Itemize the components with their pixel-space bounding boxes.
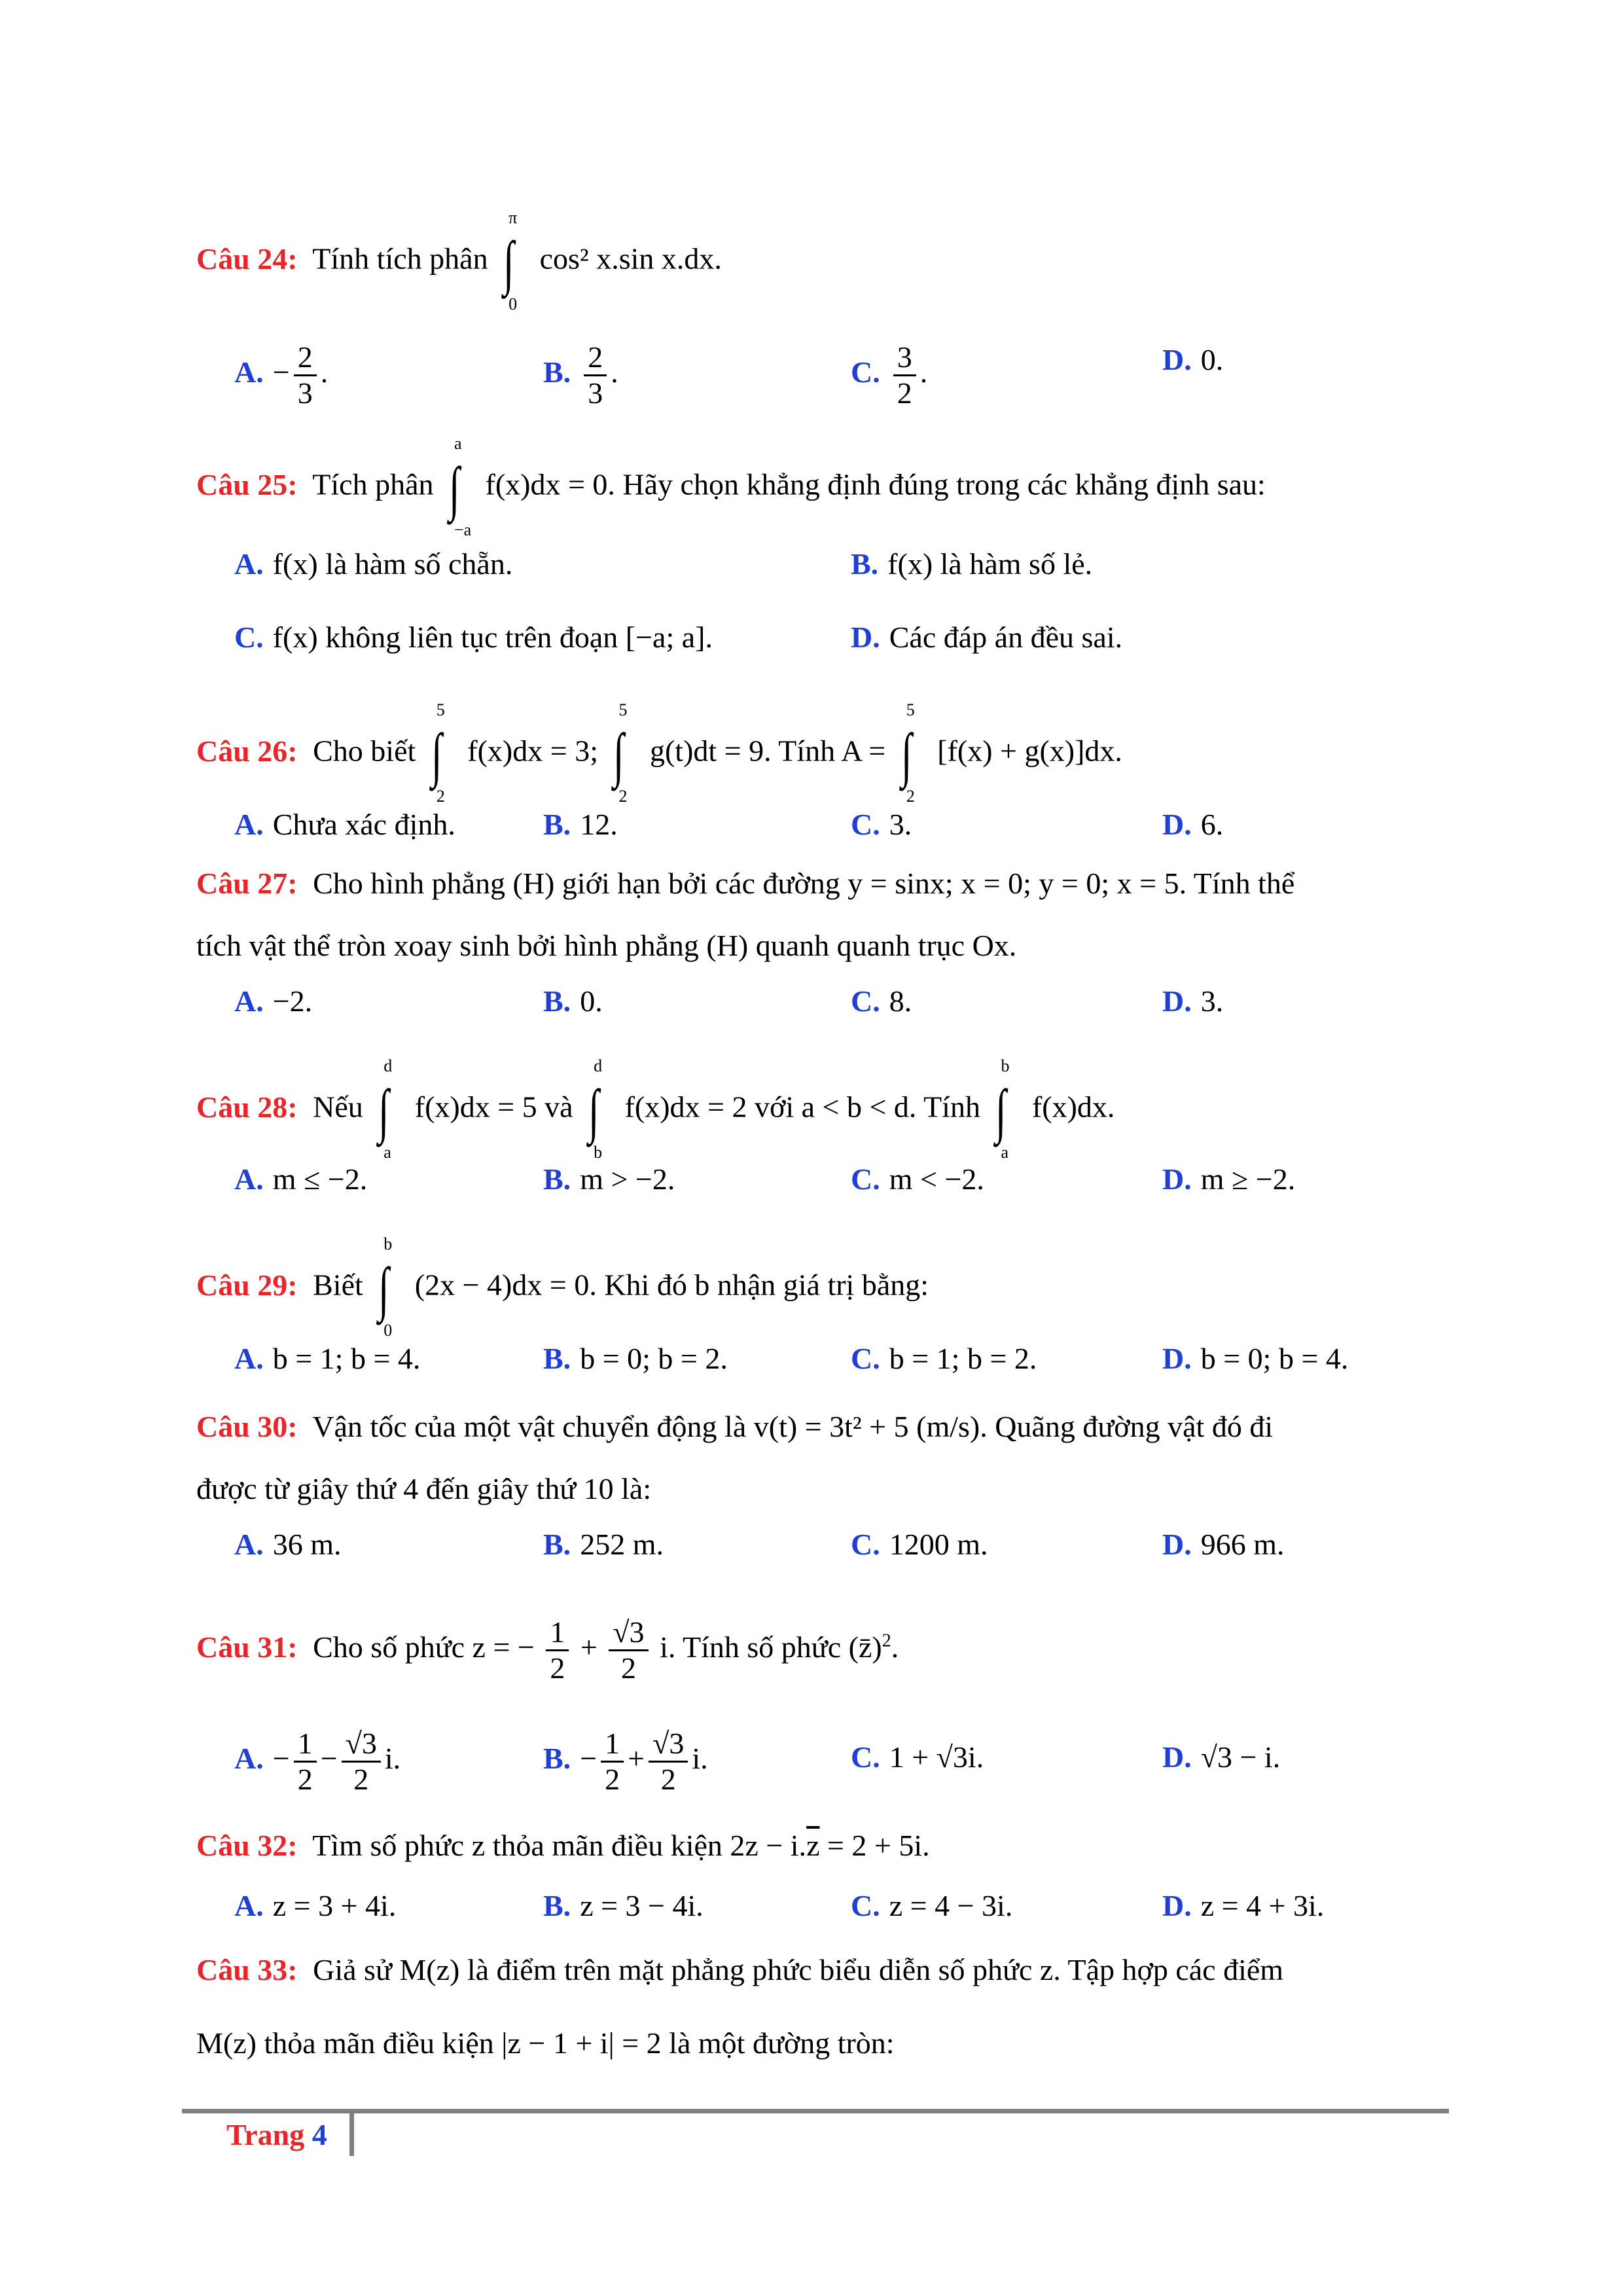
integral-sign: 5 ∫ 2 — [901, 700, 915, 806]
option-c[interactable]: C. f(x) không liên tục trên đoạn [−a; a]. — [234, 620, 713, 654]
question-text: Cho biết — [313, 734, 416, 768]
page-word: Trang — [226, 2118, 305, 2151]
footer-rule — [182, 2109, 1449, 2113]
question-text: Cho hình phẳng (H) giới hạn bởi các đường y = sinx; x = 0; y = 0; x = 5. Tính thể — [313, 867, 1295, 900]
expression-2: g(t)dt = 9. — [649, 734, 772, 768]
question-27 — [196, 864, 1440, 903]
option-d[interactable]: D. 3. — [1162, 984, 1224, 1018]
option-d[interactable]: D. b = 0; b = 4. — [1162, 1342, 1349, 1375]
option-b[interactable]: B. $\frac{2}{3}$ . — [543, 340, 618, 410]
option-d[interactable]: D. Các đáp án đều sai. — [851, 620, 1123, 654]
option-a[interactable]: A. f(x) là hàm số chẵn. — [234, 547, 513, 581]
integral-sign: 5 ∫ 2 — [613, 700, 628, 806]
option-c[interactable]: C. 1200 m. — [851, 1528, 988, 1561]
question-expression: cos² x.sin x.dx. — [539, 242, 722, 276]
question-text: Tính tích phân — [312, 242, 488, 276]
expression-3: f(x)dx. — [1031, 1090, 1115, 1124]
question-expression: (2x − 4)dx = 0. — [414, 1268, 597, 1302]
question-text: Giả sử M(z) là điểm trên mặt phẳng phức biểu diễn số phức z. Tập hợp các điểm — [313, 1953, 1284, 1986]
plus-sign: + — [580, 1630, 597, 1664]
option-a[interactable]: A. − $\frac{2}{3}$ . — [234, 340, 329, 410]
question-label: Câu 31: — [196, 1630, 298, 1664]
option-b[interactable]: B. 252 m. — [543, 1528, 664, 1561]
option-c[interactable]: C. m < −2. — [851, 1162, 984, 1196]
option-d[interactable]: D. 966 m. — [1162, 1528, 1285, 1561]
question-label: Câu 25: — [196, 467, 298, 501]
option-d[interactable]: D. 0. — [1162, 343, 1224, 376]
question-33-line-2 — [196, 2024, 1440, 2063]
integral-sign: b ∫ a — [995, 1056, 1010, 1162]
integral-sign: d ∫ a — [378, 1056, 393, 1162]
option-a[interactable]: A. 36 m. — [234, 1528, 342, 1561]
option-a[interactable]: A. m ≤ −2. — [234, 1162, 368, 1196]
question-label: Câu 30: — [196, 1410, 298, 1443]
option-b[interactable]: B. b = 0; b = 2. — [543, 1342, 728, 1375]
question-tail: Hãy chọn khẳng định đúng trong các khẳng định sau: — [622, 467, 1266, 501]
footer-divider — [349, 2109, 354, 2156]
question-32 — [196, 1826, 1440, 1865]
question-33 — [196, 1950, 1440, 1990]
option-c[interactable]: C. 1 + √3i. — [851, 1740, 984, 1774]
expression-1: f(x)dx = 5 và — [414, 1090, 573, 1124]
expression-2: f(x)dx = 2 với a < b < d. Tính — [624, 1090, 980, 1124]
question-25 — [196, 434, 1440, 539]
option-a[interactable]: A. Chưa xác định. — [234, 808, 455, 841]
question-30 — [196, 1407, 1440, 1446]
option-c[interactable]: C. z = 4 − 3i. — [851, 1889, 1013, 1922]
option-d[interactable]: D. 6. — [1162, 808, 1224, 841]
integral-sign: a ∫ −a — [449, 434, 472, 539]
question-text: Nếu — [313, 1090, 363, 1124]
fraction: $\frac{1}{2}$ — [546, 1615, 569, 1685]
question-text: M(z) thỏa mãn điều kiện |z − 1 + i| = 2 là một đường tròn: — [196, 2026, 895, 2060]
question-label: Câu 26: — [196, 734, 298, 768]
page-footer — [226, 2115, 327, 2155]
option-c[interactable]: C. b = 1; b = 2. — [851, 1342, 1037, 1375]
question-26 — [196, 700, 1440, 806]
question-label: Câu 28: — [196, 1090, 298, 1124]
question-label: Câu 24: — [196, 242, 298, 276]
question-expression: f(x)dx = 0. — [485, 467, 615, 501]
option-c[interactable]: C. 3. — [851, 808, 912, 841]
expression-1: f(x)dx = 3; — [467, 734, 598, 768]
page-number: 4 — [312, 2118, 327, 2151]
option-b[interactable]: B. m > −2. — [543, 1162, 675, 1196]
question-30-line-2 — [196, 1469, 1440, 1509]
question-29 — [196, 1234, 1440, 1340]
option-b[interactable]: B. f(x) là hàm số lẻ. — [851, 547, 1093, 581]
integral-sign: π ∫ 0 — [503, 208, 518, 314]
option-a[interactable]: A. b = 1; b = 4. — [234, 1342, 421, 1375]
exponent: 2 — [882, 1630, 891, 1651]
question-tail: = 2 + 5i. — [819, 1829, 930, 1862]
expression-3: [f(x) + g(x)]dx. — [937, 734, 1122, 768]
integral-sign: 5 ∫ 2 — [431, 700, 445, 806]
question-28 — [196, 1056, 1440, 1162]
question-tail: Khi đó b nhận giá trị bằng: — [604, 1268, 929, 1302]
option-b[interactable]: B. 12. — [543, 808, 618, 841]
question-mid: Tính A = — [778, 734, 886, 768]
question-label: Câu 27: — [196, 867, 298, 900]
question-text: được từ giây thứ 4 đến giây thứ 10 là: — [196, 1472, 652, 1505]
period: . — [891, 1630, 899, 1664]
conjugate-z: (z̄) — [848, 1630, 882, 1664]
option-d[interactable]: D. z = 4 + 3i. — [1162, 1889, 1325, 1922]
option-a[interactable]: A. −2. — [234, 984, 313, 1018]
option-b[interactable]: B. 0. — [543, 984, 603, 1018]
question-text: Biết — [313, 1268, 363, 1302]
question-text: Tích phân — [312, 467, 434, 501]
question-text: Vận tốc của một vật chuyển động là v(t) = 3t² + 5 (m/s). Quãng đường vật đó đi — [312, 1410, 1274, 1443]
option-c[interactable]: C. $\frac{3}{2}$ . — [851, 340, 928, 410]
option-b[interactable]: B. z = 3 − 4i. — [543, 1889, 704, 1922]
question-text: Tìm số phức z thỏa mãn điều kiện 2z − i. — [312, 1829, 807, 1862]
conjugate-z: $\overline{z}$ — [806, 1829, 820, 1862]
question-tail: i. Tính số phức — [660, 1630, 842, 1664]
question-text: Cho số phức z = − — [313, 1630, 535, 1664]
fraction: $\frac{√3}{2}$ — [609, 1615, 648, 1685]
question-text: tích vật thể tròn xoay sinh bởi hình phẳng (H) quanh quanh trục Ox. — [196, 929, 1017, 962]
option-d[interactable]: D. √3 − i. — [1162, 1740, 1281, 1774]
option-b[interactable]: B. − $\frac{1}{2}$ + $\frac{√3}{2}$ i. — [543, 1727, 708, 1796]
question-label: Câu 29: — [196, 1268, 298, 1302]
option-a[interactable]: A. z = 3 + 4i. — [234, 1889, 397, 1922]
question-31 — [196, 1615, 1440, 1685]
option-a[interactable]: A. − $\frac{1}{2}$ − $\frac{√3}{2}$ i. — [234, 1727, 401, 1796]
question-27-line-2 — [196, 926, 1440, 965]
integral-sign: b ∫ 0 — [378, 1234, 393, 1340]
option-c[interactable]: C. 8. — [851, 984, 912, 1018]
question-label: Câu 33: — [196, 1953, 298, 1986]
integral-sign: d ∫ b — [588, 1056, 603, 1162]
question-label: Câu 32: — [196, 1829, 298, 1862]
option-d[interactable]: D. m ≥ −2. — [1162, 1162, 1296, 1196]
question-24 — [196, 208, 1440, 314]
